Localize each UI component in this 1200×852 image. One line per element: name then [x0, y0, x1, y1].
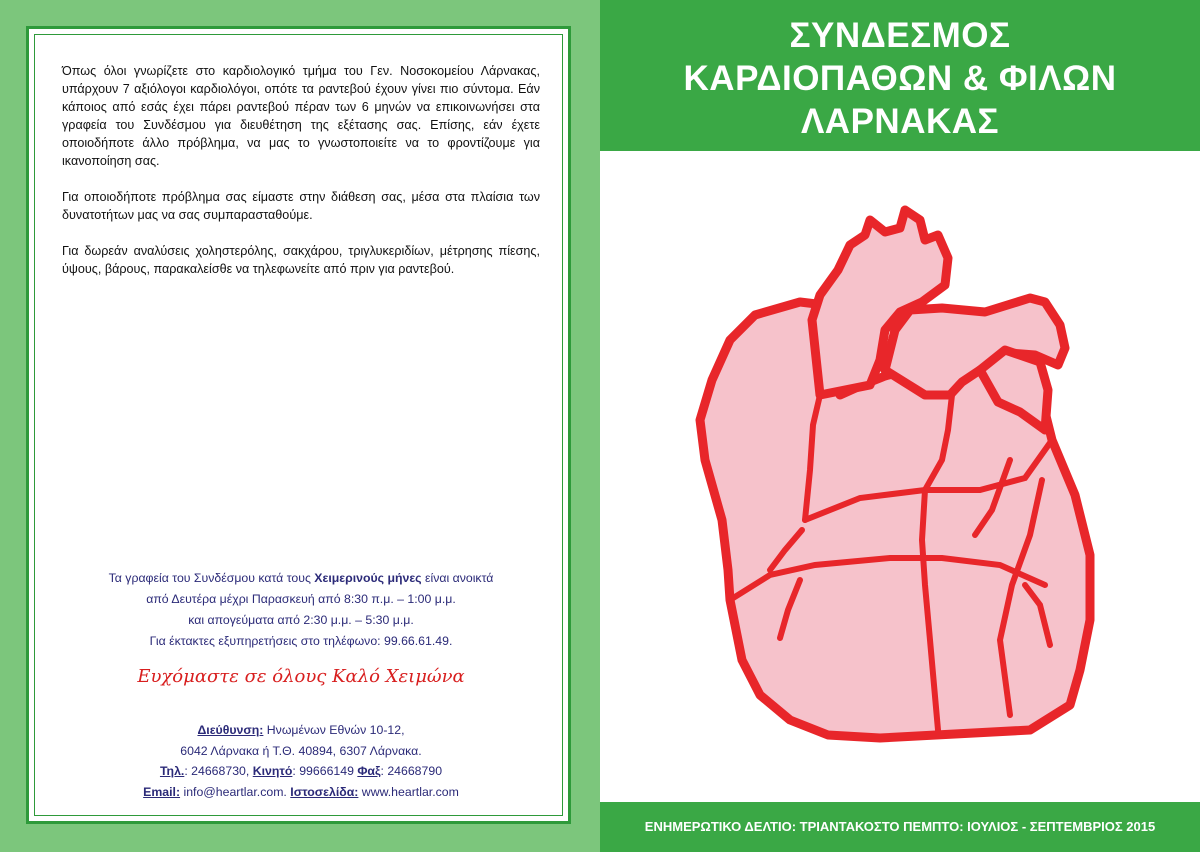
hours-line-3: και απογεύματα από 2:30 μ.μ. – 5:30 μ.μ.	[188, 613, 414, 627]
season-greeting: Ευχόμαστε σε όλους Καλό Χειμώνα	[137, 666, 465, 687]
cover-panel	[600, 0, 1200, 852]
fax-value: : 24668790	[380, 764, 443, 778]
issue-info: ΕΝΗΜΕΡΩΤΙΚΟ ΔΕΛΤΙΟ: ΤΡΙΑΝΤΑΚΟΣΤΟ ΠΕΜΠΤΟ: ΙΟΥΛΙΟΣ - ΣΕΠΤΕΜΒΡΙΟΣ 2015	[644, 819, 1156, 834]
heart-illustration	[680, 190, 1150, 760]
address-line-2: 6042 Λάρνακα ή Τ.Θ. 40894, 6307 Λάρνακα.	[180, 743, 422, 758]
title-line-3: ΛΑΡΝΑΚΑΣ	[800, 102, 1000, 141]
fax-label: Φαξ	[357, 764, 381, 778]
address-label: Διεύθυνση:	[197, 723, 264, 737]
hours-line-2: από Δευτέρα μέχρι Παρασκευή από 8:30 π.μ. – 1:00 μ.μ.	[146, 592, 456, 606]
email-link[interactable]: info@heartlar.com.	[180, 784, 291, 799]
phone-line	[56, 761, 546, 782]
website-link[interactable]: www.heartlar.com	[358, 784, 459, 799]
website-label: Ιστοσελίδα:	[290, 784, 359, 799]
web-line	[56, 782, 546, 803]
title-line-2: ΚΑΡΔΙΟΠΑΘΩΝ & ΦΙΛΩΝ	[683, 59, 1117, 98]
office-hours	[56, 568, 546, 652]
tel-value: : 24668730,	[184, 764, 253, 778]
hours-line-1	[56, 568, 546, 589]
intro-paragraph-2: Για οποιοδήποτε πρόβλημα σας είμαστε στην διάθεση σας, μέσα στα πλαίσια των δυνατοτήτων μας να σας συμπαρασταθούμε.	[62, 190, 540, 222]
hours-line-4: Για έκτακτες εξυπηρετήσεις στο τηλέφωνο: 99.66.61.49.	[149, 634, 453, 648]
title-line-1: ΣΥΝΔΕΣΜΟΣ	[789, 16, 1011, 55]
mobile-label: Κινητό	[252, 764, 293, 778]
intro-text	[62, 62, 540, 296]
address-value: Ηνωμένων Εθνών 10-12,	[263, 723, 405, 737]
hours-line-1-pre: Τα γραφεία του Συνδέσμου κατά τους	[108, 571, 315, 585]
cover-footer	[600, 802, 1200, 852]
hours-line-1-post: είναι ανοικτά	[421, 571, 494, 585]
intro-paragraph-3: Για δωρεάν αναλύσεις χοληστερόλης, σακχάρου, τριγλυκεριδίων, μέτρησης πίεσης, ύψους, βάρους, παρακαλείσθε να τηλεφωνείτε από πριν για ραντεβού.	[62, 244, 540, 276]
address-line-1	[56, 720, 546, 741]
contact-info	[56, 720, 546, 802]
cover-header	[600, 0, 1200, 151]
intro-paragraph-1: Όπως όλοι γνωρίζετε στο καρδιολογικό τμήμα του Γεν. Νοσοκομείου Λάρνακας, υπάρχουν 7 αξιόλογοι καρδιολόγοι, οπότε τα ραντεβού έχουν γίνει πιο σύντομα. Εάν κάποιος από εσάς έχει πάρει ραντεβού πέραν των 6 μηνών να επικοινωνήσει στα γραφεία του Συνδέσμου για διευθέτηση της εξέτασης σας. Επίσης, εάν έχετε οποιοδήποτε άλλο πρόβλημα, να μας το γνωστοποιείτε να το φροντίζουμε για ικανοποίηση σας.	[62, 64, 540, 168]
tel-label: Τηλ.	[159, 764, 185, 778]
organization-title	[600, 14, 1200, 143]
email-label: Email:	[143, 784, 181, 799]
hours-season: Χειμερινούς μήνες	[314, 571, 422, 585]
mobile-value: : 99666149	[292, 764, 358, 778]
